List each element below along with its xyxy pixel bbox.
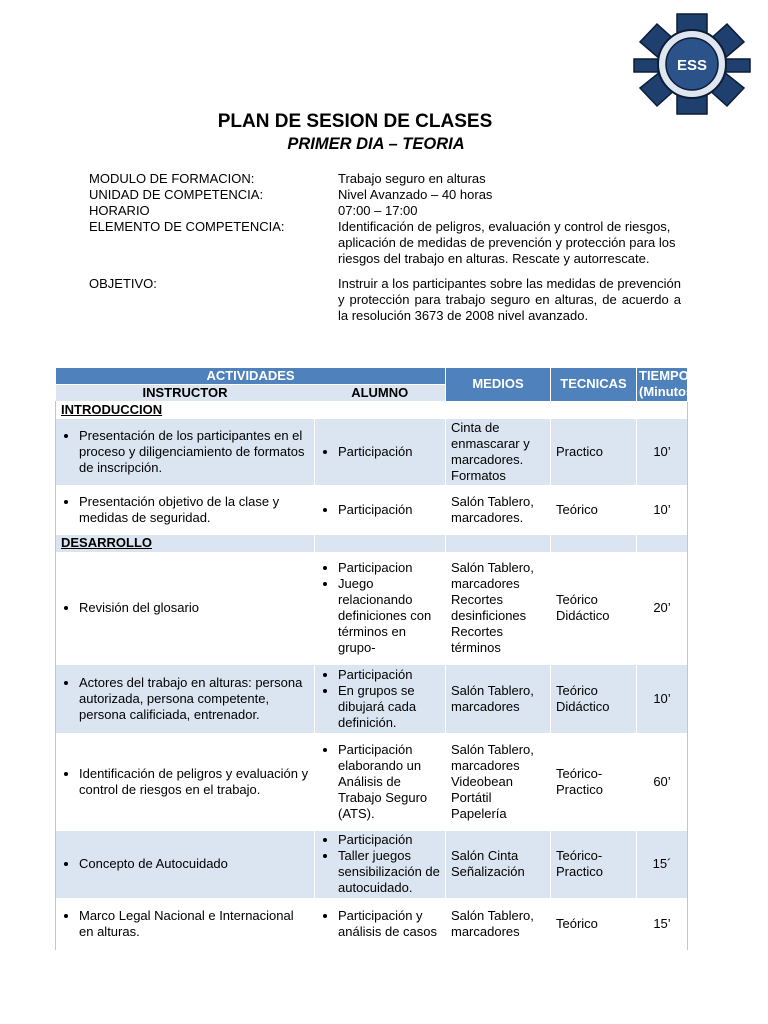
tiempo-cell: 15´ bbox=[637, 831, 688, 898]
tecnicas-cell: Teórico-Practico bbox=[551, 831, 637, 898]
alumno-activity: • Juego relacionando definiciones con términos en grupo- bbox=[338, 576, 440, 656]
unidad-label: UNIDAD DE COMPETENCIA: bbox=[89, 187, 264, 202]
instructor-activity: • Concepto de Autocuidado bbox=[79, 856, 309, 872]
instructor-activity: • Marco Legal Nacional e Internacional en alturas. bbox=[79, 908, 309, 940]
alumno-activity: • Participación bbox=[338, 502, 440, 518]
tecnicas-cell: Teórico bbox=[551, 898, 637, 950]
alumno-activity: • En grupos se dibujará cada definición. bbox=[338, 683, 440, 731]
medios-cell: Salón Tablero, marcadores. bbox=[446, 485, 551, 535]
tecnicas-cell: Teórico Didáctico bbox=[551, 665, 637, 733]
tiempo-cell: 20’ bbox=[637, 552, 688, 665]
tecnicas-cell: Teórico-Practico bbox=[551, 733, 637, 831]
header-tiempo: TIEMPO (Minutos) bbox=[637, 368, 688, 402]
logo-text: ESS bbox=[676, 57, 708, 74]
horario-label: HORARIO bbox=[89, 203, 150, 218]
section-label: DESARROLLO bbox=[56, 535, 315, 552]
header-instructor: INSTRUCTOR bbox=[56, 385, 315, 402]
table-row bbox=[56, 831, 688, 898]
medios-cell: Salón Tablero, marcadores bbox=[446, 898, 551, 950]
header-medios: MEDIOS bbox=[446, 368, 551, 402]
tiempo-cell: 60’ bbox=[637, 733, 688, 831]
instructor-activity: • Revisión del glosario bbox=[79, 600, 309, 616]
section-label: INTRODUCCION bbox=[56, 401, 315, 419]
table-row bbox=[56, 665, 688, 733]
tecnicas-cell: Practico bbox=[551, 419, 637, 485]
header-alumno: ALUMNO bbox=[315, 385, 446, 402]
tiempo-cell: 10’ bbox=[637, 485, 688, 535]
alumno-activity: • Participación bbox=[338, 444, 440, 460]
section-desarrollo bbox=[56, 535, 688, 552]
table-row bbox=[56, 898, 688, 950]
medios-cell: Salón Tablero, marcadores Recortes desinficiones Recortes términos bbox=[446, 552, 551, 665]
plan-table bbox=[55, 367, 698, 950]
page-title: PLAN DE SESION DE CLASES bbox=[217, 111, 493, 132]
horario-value: 07:00 – 17:00 bbox=[338, 203, 418, 218]
table-row bbox=[56, 733, 688, 831]
objetivo-value: Instruir a los participantes sobre las medidas de prevención y protección para trabajo seguro en alturas, de acuerdo a la resolución 3673 de 2008 nivel avanzado. bbox=[338, 276, 681, 323]
instructor-activity: • Presentación objetivo de la clase y medidas de seguridad. bbox=[79, 494, 309, 526]
page-subtitle: PRIMER DIA – TEORIA bbox=[287, 135, 465, 153]
tiempo-cell: 10’ bbox=[637, 419, 688, 485]
alumno-activity: • Participación bbox=[338, 832, 440, 848]
medios-cell: Salón Tablero, marcadores Videobean Portátil Papelería bbox=[446, 733, 551, 831]
alumno-activity: • Participación bbox=[338, 667, 440, 683]
objetivo-label: OBJETIVO: bbox=[89, 276, 157, 291]
alumno-activity: • Taller juegos sensibilización de autocuidado. bbox=[338, 848, 440, 896]
header-actividades: ACTIVIDADES bbox=[56, 368, 446, 385]
medios-cell: Salón Tablero, marcadores bbox=[446, 665, 551, 733]
elemento-label: ELEMENTO DE COMPETENCIA: bbox=[89, 219, 285, 234]
tiempo-cell: 15’ bbox=[637, 898, 688, 950]
instructor-activity: • Presentación de los participantes en el proceso y diligenciamiento de formatos de inscripción. bbox=[79, 428, 309, 476]
modulo-value: Trabajo seguro en alturas bbox=[338, 171, 486, 186]
medios-cell: Cinta de enmascarar y marcadores. Formatos bbox=[446, 419, 551, 485]
instructor-activity: • Actores del trabajo en alturas: persona autorizada, persona competente, persona calificiada, entrenador. bbox=[79, 675, 309, 723]
alumno-activity: • Participacion bbox=[338, 560, 440, 576]
alumno-activity: • Participación elaborando un Análisis de Trabajo Seguro (ATS). bbox=[338, 742, 440, 822]
alumno-activity: • Participación y análisis de casos bbox=[338, 908, 440, 940]
tiempo-cell: 10’ bbox=[637, 665, 688, 733]
tecnicas-cell: Teórico bbox=[551, 485, 637, 535]
table-row bbox=[56, 552, 688, 665]
table-row bbox=[56, 485, 688, 535]
header-tecnicas: TECNICAS bbox=[551, 368, 637, 402]
elemento-value: Identificación de peligros, evaluación y control de riesgos, aplicación de medidas de prevención y protección para los riesgos del trabajo en alturas. Rescate y autorrescate. bbox=[338, 219, 676, 266]
ess-logo bbox=[632, 12, 752, 116]
table-row bbox=[56, 419, 688, 485]
info-block bbox=[89, 171, 681, 324]
unidad-value: Nivel Avanzado – 40 horas bbox=[338, 187, 493, 202]
instructor-activity: • Identificación de peligros y evaluación y control de riesgos en el trabajo. bbox=[79, 766, 309, 798]
modulo-label: MODULO DE FORMACION: bbox=[89, 171, 255, 186]
section-introduccion bbox=[56, 401, 688, 419]
medios-cell: Salón Cinta Señalización bbox=[446, 831, 551, 898]
tecnicas-cell: Teórico Didáctico bbox=[551, 552, 637, 665]
